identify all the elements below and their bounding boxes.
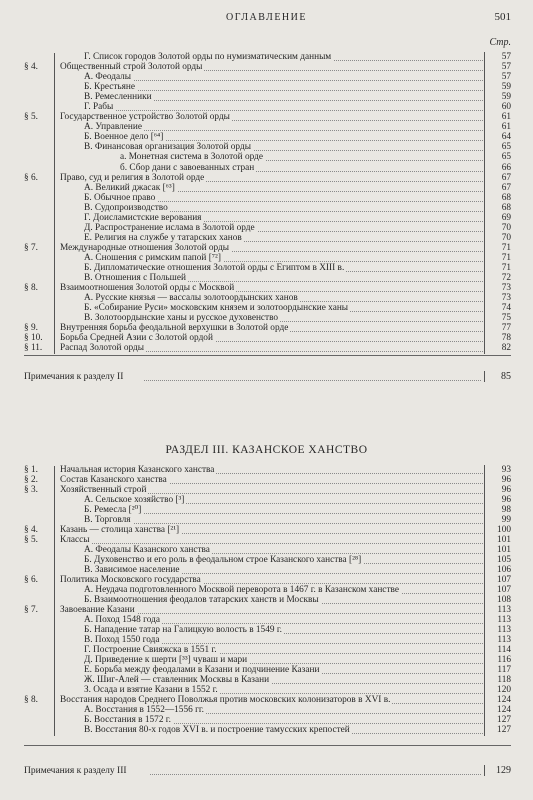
toc-entry-page: 75 <box>484 313 511 324</box>
toc-entry-page: 57 <box>484 52 511 63</box>
toc-entry-title: б. Сбор дани с завоеванных стран <box>120 162 255 173</box>
margin-rule <box>54 666 55 676</box>
toc-entry-page: 99 <box>484 515 511 526</box>
margin-rule <box>54 516 55 526</box>
dot-leader <box>84 80 483 81</box>
toc-entry-title: Г. Построение Свияжска в 1551 г. <box>84 645 217 655</box>
margin-rule <box>54 184 55 194</box>
toc-entry-page: 73 <box>484 293 511 304</box>
toc-entry-title: А. Феодалы Казанского ханства <box>84 545 210 555</box>
notes-entry[interactable] <box>24 372 511 384</box>
margin-rule <box>54 143 55 153</box>
toc-entry-page: 101 <box>484 545 511 556</box>
toc-entry-title: Г. Рабы <box>84 102 114 113</box>
margin-rule <box>54 133 55 143</box>
toc-entry[interactable] <box>24 344 511 354</box>
toc-part-3 <box>24 466 511 736</box>
toc-entry-title: А. Великий джасак [⁶³] <box>84 182 175 193</box>
margin-rule <box>54 324 55 334</box>
toc-entry-title: Общественный строй Золотой орды <box>60 62 203 73</box>
toc-entry-title: А. Восстания в 1552—1556 гг. <box>84 705 204 715</box>
toc-entry-page: 67 <box>484 183 511 194</box>
margin-rule <box>54 656 55 666</box>
dot-leader <box>84 513 483 514</box>
toc-entry-title: А. Неудача подготовленного Москвой переворота в 1467 г. в Казанском ханстве <box>84 585 399 595</box>
toc-entry-page: 82 <box>484 343 511 354</box>
margin-rule <box>54 123 55 133</box>
toc-entry-page: 61 <box>484 112 511 123</box>
toc-entry-page: 101 <box>484 535 511 546</box>
toc-entry-page: 73 <box>484 283 511 294</box>
margin-rule <box>54 244 55 254</box>
toc-entry-title: Право, суд и религия в Золотой орде <box>60 172 205 183</box>
toc-entry-title: Б. Взаимоотношения феодалов татарских ханств и Москвы <box>84 595 319 605</box>
margin-rule <box>54 616 55 626</box>
toc-entry-page: 108 <box>484 595 511 606</box>
toc-entry-title: В. Золотоордынские ханы и русское духовенство <box>84 313 279 324</box>
toc-entry-page: 117 <box>484 665 511 676</box>
toc-entry-title: Ж. Шиг-Алей — ставленник Москвы в Казани <box>84 675 270 685</box>
margin-rule <box>54 556 55 566</box>
section-mark: § 11. <box>24 343 43 354</box>
toc-entry-title: Восстания народов Среднего Поволжья против московских колонизаторов в XVI в. <box>60 695 391 705</box>
notes-page: 129 <box>484 765 511 776</box>
margin-rule <box>54 284 55 294</box>
toc-entry-title: А. Управление <box>84 122 142 133</box>
margin-rule <box>54 576 55 586</box>
toc-entry-page: 100 <box>484 525 511 536</box>
section-mark: § 8. <box>24 283 38 294</box>
margin-rule <box>54 726 55 736</box>
toc-entry-page: 70 <box>484 223 511 234</box>
toc-entry-title: Хозяйственный строй <box>60 485 147 495</box>
toc-entry-title: Б. Духовенство и его роль в феодальном строе Казанского ханства [²⁸] <box>84 555 362 565</box>
toc-entry-title: Б. Военное дело [⁶⁴] <box>84 132 164 143</box>
dot-leader <box>144 380 481 381</box>
margin-rule <box>54 626 55 636</box>
margin-rule <box>54 304 55 314</box>
margin-rule <box>54 224 55 234</box>
section-mark: § 4. <box>24 62 38 73</box>
toc-entry-page: 70 <box>484 233 511 244</box>
margin-rule <box>54 466 55 476</box>
margin-rule <box>54 194 55 204</box>
toc-entry-title: В. Отношения с Польшей <box>84 273 186 284</box>
toc-entry-title: Е. Борьба между феодалами в Казани и подчинение Казани <box>84 665 320 675</box>
toc-entry-title: В. Восстания 80-х годов XVI в. и построение тамусских крепостей <box>84 725 350 735</box>
section-heading: РАЗДЕЛ III. КАЗАНСКОЕ ХАНСТВО <box>165 444 368 456</box>
toc-entry[interactable] <box>24 143 511 153</box>
toc-entry-title: В. Финансовая организация Золотой орды <box>84 142 251 153</box>
margin-rule <box>54 716 55 726</box>
toc-entry-page: 78 <box>484 333 511 344</box>
margin-rule <box>54 706 55 716</box>
margin-rule <box>54 63 55 73</box>
toc-entry-title: Б. «Собирание Руси» московским князем и золотоордынские ханы <box>84 303 349 314</box>
margin-rule <box>54 586 55 596</box>
margin-rule <box>54 696 55 706</box>
toc-entry-page: 113 <box>484 635 511 646</box>
toc-entry-page: 118 <box>484 675 511 686</box>
section-mark: § 7. <box>24 605 38 615</box>
margin-rule <box>54 566 55 576</box>
margin-rule <box>54 113 55 123</box>
margin-rule <box>54 636 55 646</box>
toc-entry-page: 107 <box>484 575 511 586</box>
toc-entry-page: 71 <box>484 243 511 254</box>
toc-entry-title: А. Русские князья — вассалы золотоордынских ханов <box>84 293 298 304</box>
toc-entry-page: 71 <box>484 253 511 264</box>
section-mark: § 3. <box>24 485 38 495</box>
page-number: 501 <box>494 11 511 23</box>
toc-entry-title: В. Ремесленники <box>84 92 152 103</box>
margin-rule <box>54 204 55 214</box>
toc-entry-page: 65 <box>484 142 511 153</box>
toc-entry-page: 68 <box>484 193 511 204</box>
toc-entry-title: З. Осада и взятие Казани в 1552 г. <box>84 685 218 695</box>
toc-entry-page: 93 <box>484 465 511 476</box>
toc-entry-title: Борьба Средней Азии с Золотой ордой <box>60 333 213 344</box>
toc-entry-page: 67 <box>484 173 511 184</box>
toc-entry-page: 77 <box>484 323 511 334</box>
margin-rule <box>54 314 55 324</box>
divider <box>24 355 511 356</box>
margin-rule <box>54 344 55 354</box>
margin-rule <box>54 214 55 224</box>
margin-rule <box>54 53 55 63</box>
section-mark: § 5. <box>24 112 38 123</box>
dot-leader <box>150 774 481 775</box>
toc-entry-page: 127 <box>484 715 511 726</box>
margin-rule <box>54 103 55 113</box>
toc-entry-title: Б. Крестьяне <box>84 82 136 93</box>
section-mark: § 6. <box>24 575 38 585</box>
margin-rule <box>54 506 55 516</box>
margin-rule <box>54 496 55 506</box>
margin-rule <box>54 83 55 93</box>
section-mark: § 9. <box>24 323 38 334</box>
toc-entry-page: 59 <box>484 92 511 103</box>
toc-entry-page: 72 <box>484 273 511 284</box>
toc-entry-title: В. Судопроизводство <box>84 202 168 213</box>
margin-rule <box>54 646 55 656</box>
section-mark: § 1. <box>24 465 38 475</box>
toc-entry-title: Б. Восстания в 1572 г. <box>84 715 171 725</box>
toc-entry-title: Внутренняя борьба феодальной верхушки в Золотой орде <box>60 323 289 334</box>
dot-leader <box>60 543 483 544</box>
toc-entry[interactable] <box>24 526 511 536</box>
notes-label: Примечания к разделу II <box>24 372 124 382</box>
dot-leader <box>84 523 483 524</box>
section-mark: § 6. <box>24 172 38 183</box>
toc-entry-page: 57 <box>484 62 511 73</box>
toc-entry-title: Международные отношения Золотой орды <box>60 242 230 253</box>
toc-entry-page: 124 <box>484 695 511 706</box>
running-header: ОГЛАВЛЕНИЕ <box>226 12 307 23</box>
toc-entry-title: Г. Доисламистские верования <box>84 212 202 223</box>
toc-part-2 <box>24 53 511 354</box>
toc-entry-page: 120 <box>484 685 511 696</box>
toc-entry-page: 61 <box>484 122 511 133</box>
toc-entry-title: А. Сельское хозяйство [³] <box>84 495 185 505</box>
toc-entry-title: В. Торговля <box>84 515 131 525</box>
section-mark: § 7. <box>24 242 38 253</box>
toc-entry-page: 106 <box>484 565 511 576</box>
toc-entry-page: 74 <box>484 303 511 314</box>
toc-entry-page: 64 <box>484 132 511 143</box>
toc-entry-title: Состав Казанского ханства <box>60 475 167 485</box>
margin-rule <box>54 536 55 546</box>
margin-rule <box>54 73 55 83</box>
toc-entry-title: Распад Золотой орды <box>60 343 144 354</box>
toc-entry-page: 107 <box>484 585 511 596</box>
toc-entry-page: 66 <box>484 163 511 174</box>
margin-rule <box>54 596 55 606</box>
toc-entry-title: Д. Распространение ислама в Золотой орде <box>84 222 255 233</box>
toc-entry-title: Политика Московского государства <box>60 575 201 585</box>
toc-entry-title: Взаимоотношения Золотой орды с Москвой <box>60 283 235 294</box>
toc-entry-title: Классы <box>60 535 90 545</box>
margin-rule <box>54 274 55 284</box>
toc-entry[interactable] <box>24 726 511 736</box>
margin-rule <box>54 254 55 264</box>
margin-rule <box>54 676 55 686</box>
toc-entry-title: а. Монетная система в Золотой орде <box>120 152 263 163</box>
notes-page: 85 <box>484 371 511 382</box>
toc-entry-page: 127 <box>484 725 511 736</box>
notes-entry[interactable] <box>24 766 511 778</box>
toc-entry-page: 113 <box>484 615 511 626</box>
toc-entry-title: Б. Обычное право <box>84 192 156 203</box>
margin-rule <box>54 334 55 344</box>
toc-entry-title: А. Сношения с римским папой [⁷²] <box>84 252 221 263</box>
margin-rule <box>54 153 55 163</box>
toc-entry-page: 96 <box>484 495 511 506</box>
toc-entry-page: 96 <box>484 485 511 496</box>
section-mark: § 2. <box>24 475 38 485</box>
margin-rule <box>54 526 55 536</box>
toc-entry-page: 98 <box>484 505 511 516</box>
toc-entry-title: Г. Список городов Золотой орды по нумизматическим данным <box>84 52 332 62</box>
margin-rule <box>54 486 55 496</box>
margin-rule <box>54 476 55 486</box>
toc-entry-title: Б. Ремесла [²⁰] <box>84 505 142 515</box>
toc-entry-title: Б. Дипломатические отношения Золотой орды с Египтом в XIII в. <box>84 262 345 273</box>
section-mark: § 5. <box>24 535 38 545</box>
toc-entry-title: В. Поход 1550 года <box>84 635 160 645</box>
toc-entry-title: А. Феодалы <box>84 72 132 83</box>
toc-entry-title: Завоевание Казани <box>60 605 135 615</box>
toc-entry-title: В. Зависимое население <box>84 565 180 575</box>
margin-rule <box>54 234 55 244</box>
section-mark: § 10. <box>24 333 43 344</box>
toc-entry-title: Государственное устройство Золотой орды <box>60 112 230 123</box>
margin-rule <box>54 164 55 174</box>
margin-rule <box>54 294 55 304</box>
margin-rule <box>54 174 55 184</box>
toc-entry-page: 114 <box>484 645 511 656</box>
notes-label: Примечания к разделу III <box>24 766 127 776</box>
page-column-label: Стр. <box>489 37 511 48</box>
toc-entry-page: 113 <box>484 605 511 616</box>
toc-entry-page: 60 <box>484 102 511 113</box>
toc-entry-title: Б. Нападение татар на Галицкую волость в 1549 г. <box>84 625 282 635</box>
toc-entry-page: 69 <box>484 213 511 224</box>
toc-entry-title: Е. Религия на службе у татарских ханов <box>84 232 242 243</box>
toc-entry-page: 57 <box>484 72 511 83</box>
margin-rule <box>54 686 55 696</box>
section-mark: § 8. <box>24 695 38 705</box>
toc-entry-page: 113 <box>484 625 511 636</box>
toc-entry-page: 59 <box>484 82 511 93</box>
margin-rule <box>54 264 55 274</box>
toc-entry-page: 96 <box>484 475 511 486</box>
margin-rule <box>54 93 55 103</box>
toc-entry-title: А. Поход 1548 года <box>84 615 160 625</box>
toc-entry-page: 124 <box>484 705 511 716</box>
toc-entry-page: 116 <box>484 655 511 666</box>
toc-entry-title: Д. Приведение к шерти [³³] чуваш и мари <box>84 655 248 665</box>
divider <box>24 745 511 746</box>
dot-leader <box>84 90 483 91</box>
toc-entry-title: Начальная история Казанского ханства <box>60 465 215 475</box>
toc-entry-page: 105 <box>484 555 511 566</box>
toc-entry-page: 68 <box>484 203 511 214</box>
toc-entry-title: Казань — столица ханства [²¹] <box>60 525 180 535</box>
margin-rule <box>54 546 55 556</box>
toc-entry-page: 65 <box>484 152 511 163</box>
section-mark: § 4. <box>24 525 38 535</box>
toc-entry-page: 71 <box>484 263 511 274</box>
margin-rule <box>54 606 55 616</box>
toc-entry[interactable] <box>24 153 511 163</box>
